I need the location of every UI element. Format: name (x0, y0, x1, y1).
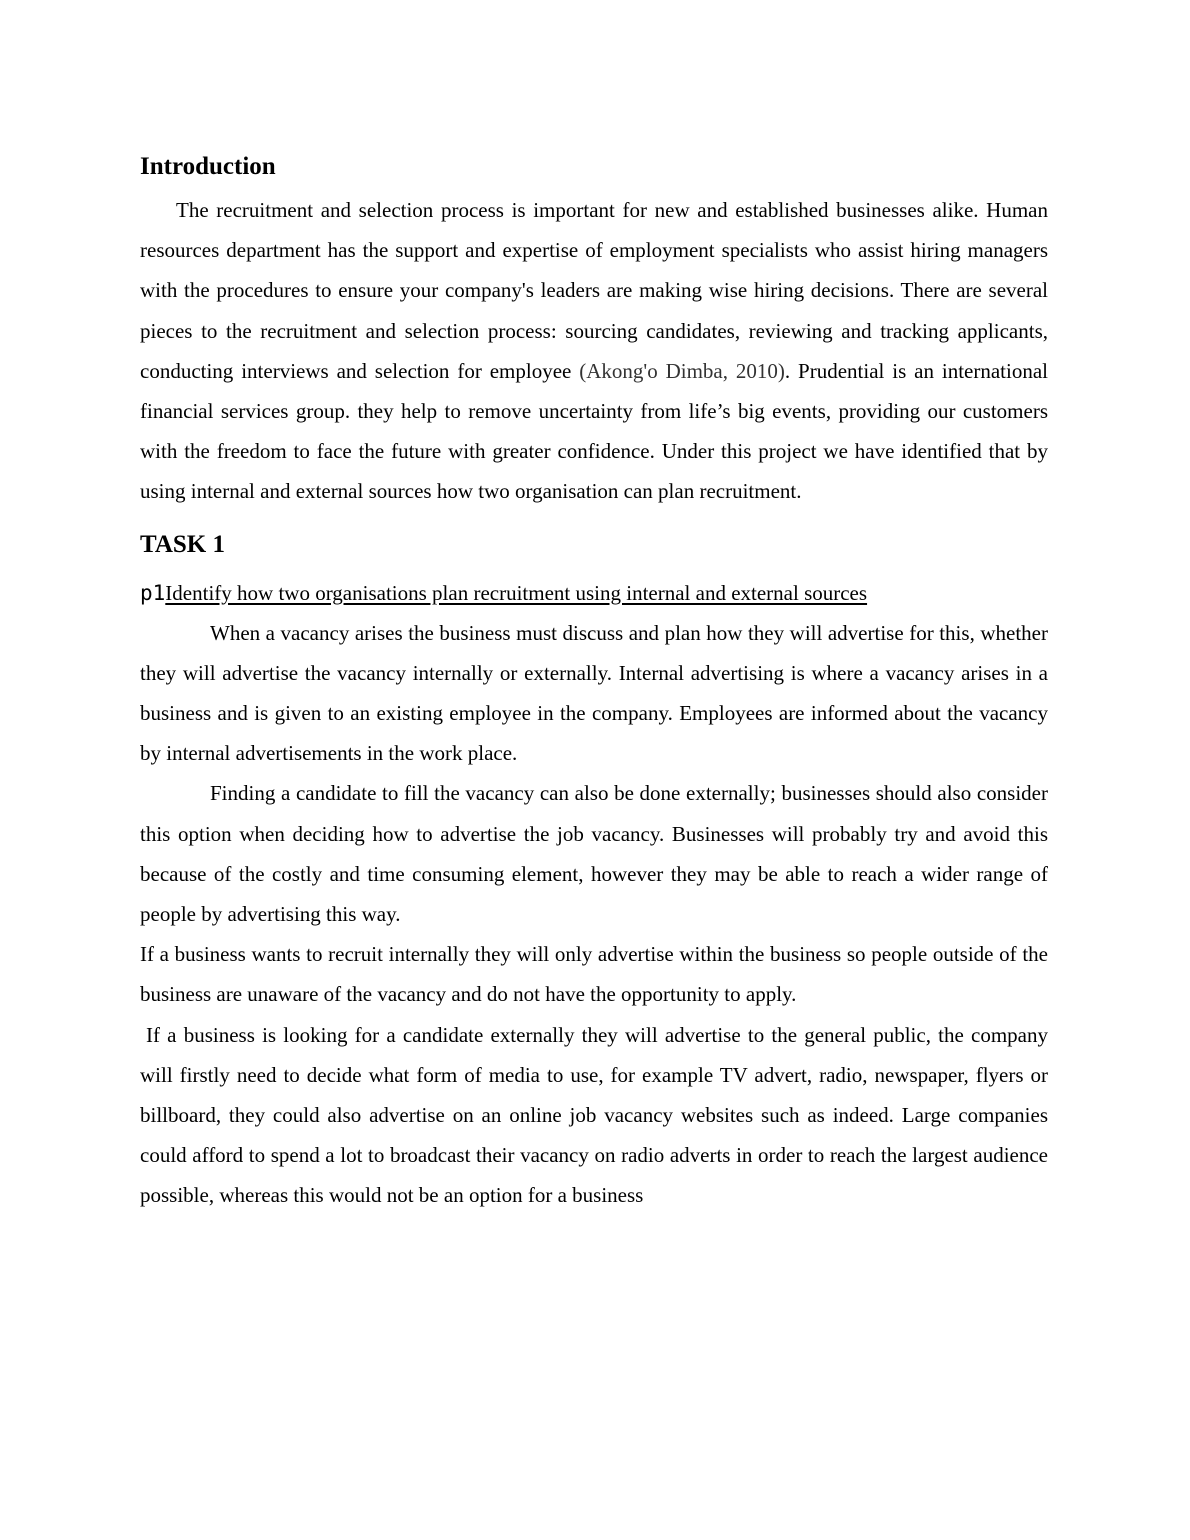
body-paragraph-recruit-externally: If a business is looking for a candidate externally they will advertise to the general public, the company will firstly need to decide what form of media to use, for example TV advert, radio, newspaper, flyers or billboard, they could also advertise on an online job vacancy websites such as indeed. Large companies could afford to spend a lot to broadcast their vacancy on radio adverts in order to reach the largest audience possible, whereas this would not be an option for a business (140, 1022, 1048, 1208)
introduction-text-part-2: . Prudential is an international financial services group. they help to remove uncertainty from life’s big events, providing our customers with the freedom to face the future with greater confidence. Under this project we have identified that by using internal and external sources how two organisation can plan recruitment. (140, 358, 1048, 504)
subtask-title-text: Identify how two organisations plan recruitment using internal and external sources (165, 580, 868, 605)
body-paragraph-internal-advertising: When a vacancy arises the business must discuss and plan how they will advertise for this, whether they will advertise the vacancy internally or externally. Internal advertising is where a vacancy arises in a business and is given to an existing employee in the company. Employees are informed about the vacancy by internal advertisements in the work place. (140, 620, 1048, 766)
subtask-p1-title (140, 573, 1048, 613)
introduction-paragraph (140, 190, 1048, 512)
subtask-code: p1 (140, 580, 166, 605)
introduction-heading: Introduction (140, 153, 276, 180)
task-1-heading: TASK 1 (140, 530, 225, 558)
body-paragraph-recruit-internally: If a business wants to recruit internally they will only advertise within the business so people outside of the business are unaware of the vacancy and do not have the opportunity to apply. (140, 942, 1048, 1007)
body-paragraph-external-advertising: Finding a candidate to fill the vacancy can also be done externally; businesses should also consider this option when deciding how to advertise the job vacancy. Businesses will probably try and avoid this because of the costly and time consuming element, however they may be able to reach a wider range of people by advertising this way. (140, 781, 1048, 927)
document-page (140, 150, 1048, 1216)
citation: (Akong'o Dimba, 2010) (579, 358, 785, 383)
introduction-text-part-1: The recruitment and selection process is important for new and established businesses alike. Human resources department has the support and expertise of employment specialists who assist hiring managers with the procedures to ensure your company's leaders are making wise hiring decisions. There are several pieces to the recruitment and selection process: sourcing candidates, reviewing and tracking applicants, conducting interviews and selection for employee (140, 198, 1048, 383)
